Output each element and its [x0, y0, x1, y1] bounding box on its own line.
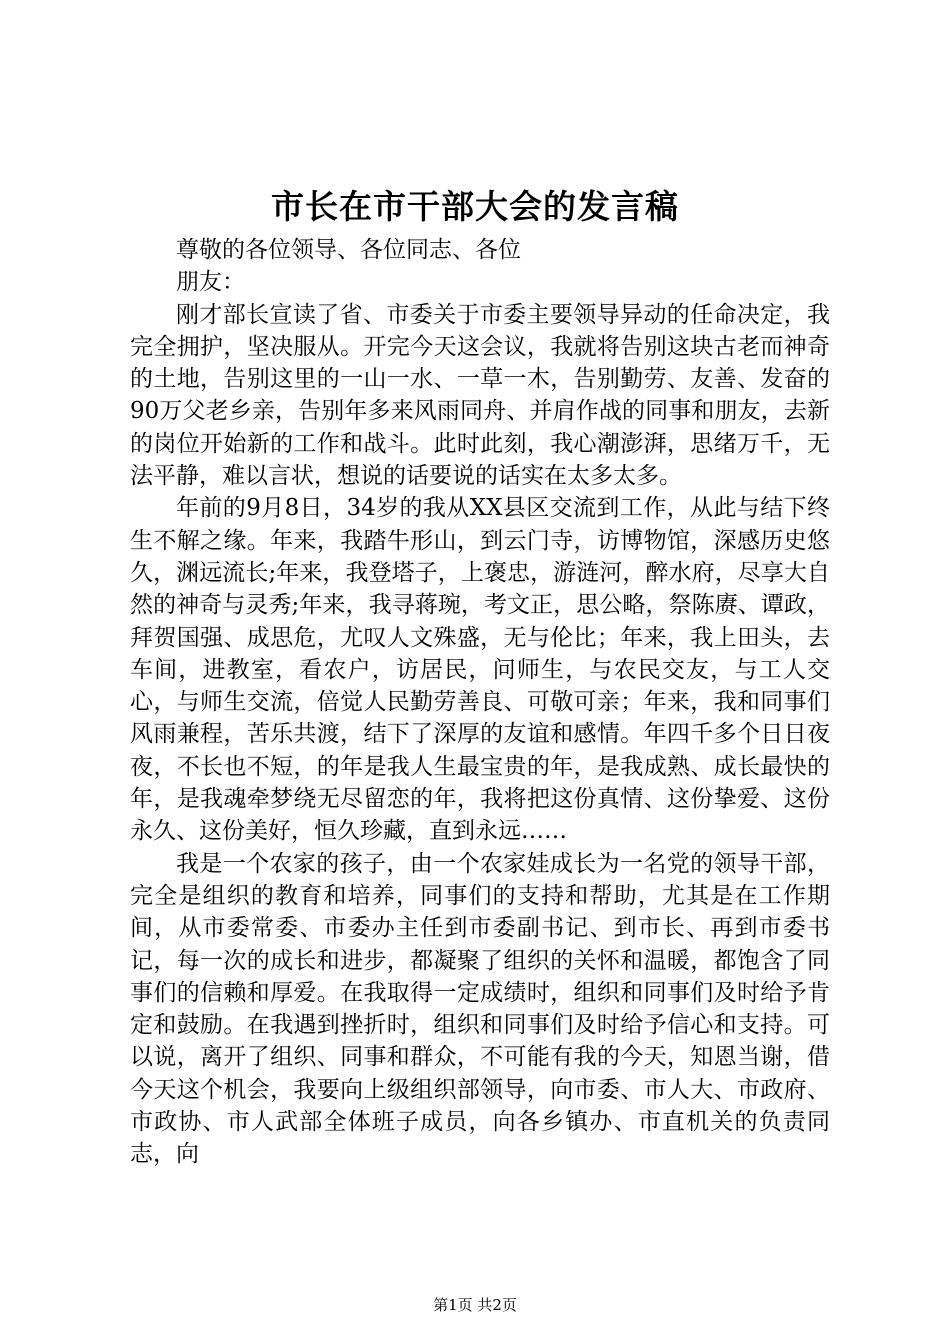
salutation-line-1: 尊敬的各位领导、各位同志、各位: [176, 237, 521, 263]
body-paragraph: 我是一个农家的孩子，由一个农家娃成长为一名党的领导干部，完全是组织的教育和培养，同事们的支持和帮助，尤其是在工作期间，从市委常委、市委办主任到市委副书记、到市长、再到市委书记，每一次的成长和进步，都凝聚了组织的关怀和温暖，都饱含了同事们的信赖和厚爱。在我取得一定成绩时，组织和同事们及时给予肯定和鼓励。在我遇到挫折时，组织和同事们及时给予信心和支持。可以说，离开了组织、同事和群众，不可能有我的今天，知恩当谢，借今天这个机会，我要向上级组织部领导，向市委、市人大、市政府、市政协、市人武部全体班子成员，向各乡镇办、市直机关的负责同志，向: [130, 850, 830, 1168]
page-footer: 第1页 共2页: [433, 1296, 517, 1314]
document-body: [130, 234, 830, 1171]
body-paragraph: 年前的9月8日，34岁的我从XX县区交流到工作，从此与结下终生不解之缘。年来，我踏牛形山，到云门寺，访博物馆，深感历史悠久，渊远流长;年来，我登塔子，上褒忠，游涟河，醉水府，尽享大自然的神奇与灵秀;年来，我寻蒋琬，考文正，思公略，祭陈赓、谭政，拜贺国强、成思危，尤叹人文殊盛，无与伦比；年来，我上田头，去车间，进教室，看农户，访居民，问师生，与农民交友，与工人交心，与师生交流，倍觉人民勤劳善良、可敬可亲；年来，我和同事们风雨兼程，苦乐共渡，结下了深厚的友谊和感情。年四千多个日日夜夜，不长也不短，的年是我人生最宝贵的年，是我成熟、成长最快的年，是我魂牵梦绕无尽留恋的年，我将把这份真情、这份挚爱、这份永久、这份美好，恒久珍藏，直到永远……: [130, 495, 830, 845]
document-title: 市长在市干部大会的发言稿: [271, 187, 679, 226]
salutation-line-2: 朋友：: [176, 269, 245, 296]
body-paragraph: 刚才部长宣读了省、市委关于市委主要领导异动的任命决定，我完全拥护，坚决服从。开完今天这会议，我就将告别这块古老而神奇的土地，告别这里的一山一水、一草一木，告别勤劳、友善、发奋的90万父老乡亲，告别年多来风雨同舟、并肩作战的同事和朋友，去新的岗位开始新的工作和战斗。此时此刻，我心潮澎湃，思绪万千，无法平静，难以言状，想说的话要说的话实在太多太多。: [130, 301, 830, 490]
